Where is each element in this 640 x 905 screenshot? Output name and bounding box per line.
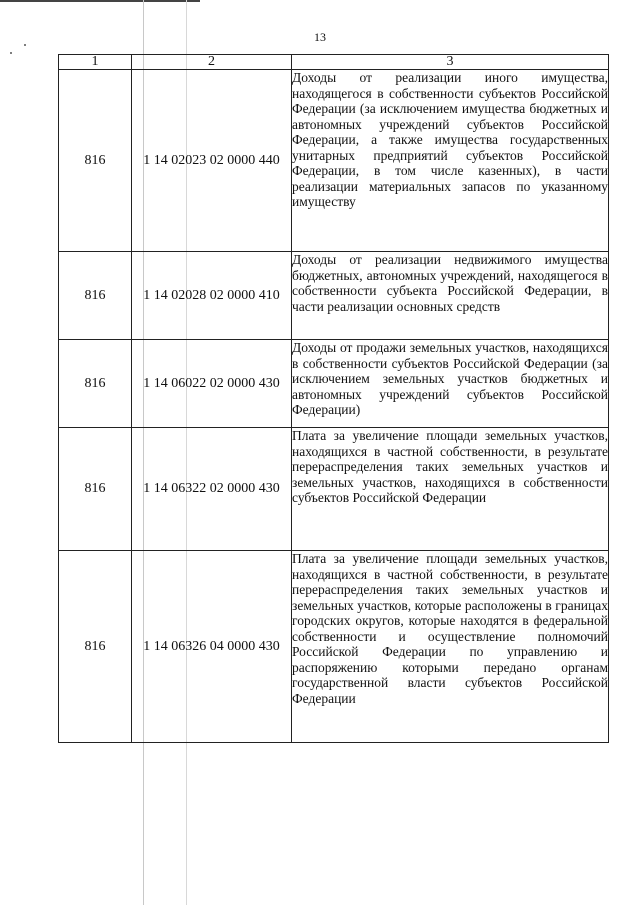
- admin-code-cell: 816: [59, 70, 132, 252]
- column-header: 2: [132, 55, 292, 70]
- budget-code-cell: 1 14 02028 02 0000 410: [132, 252, 292, 340]
- scan-edge-mark: [0, 0, 200, 2]
- description-cell: Доходы от реализации иного имущества, находящегося в собственности субъектов Российской Федерации (за исключением имущества бюджетных и автономных учреждений субъектов Российской Федерации, а также имущества государственных унитарных предприятий субъектов Российской Федерации, в том числе казенных), в части реализации материальных запасов по указанному имуществу: [292, 70, 609, 252]
- description-cell: Плата за увеличение площади земельных участков, находящихся в частной собственности, в результате перераспределения таких земельных участков и земельных участков, находящихся в собственности субъектов Российской Федерации: [292, 428, 609, 551]
- budget-code-cell: 1 14 06022 02 0000 430: [132, 340, 292, 428]
- admin-code-cell: 816: [59, 340, 132, 428]
- budget-code-cell: 1 14 06326 04 0000 430: [132, 551, 292, 743]
- table-row: [59, 252, 609, 340]
- column-header: 1: [59, 55, 132, 70]
- column-header: 3: [292, 55, 609, 70]
- description-cell: Плата за увеличение площади земельных участков, находящихся в частной собственности, в результате перераспределения таких земельных участков и земельных участков, которые расположены в границах городских округов, которые находятся в федеральной собственности и осуществление полномочий Российской Федерации по управлению и распоряжению которыми передано органам государственной власти субъектов Российской Федерации: [292, 551, 609, 743]
- admin-code-cell: 816: [59, 428, 132, 551]
- table-row: [59, 340, 609, 428]
- table-row: [59, 70, 609, 252]
- description-cell: Доходы от реализации недвижимого имущества бюджетных, автономных учреждений, находящегося в собственности субъекта Российской Федерации, в части реализации основных средств: [292, 252, 609, 340]
- revenue-classification-table: [58, 54, 609, 743]
- table-row: [59, 428, 609, 551]
- budget-code-cell: 1 14 02023 02 0000 440: [132, 70, 292, 252]
- table-row: [59, 551, 609, 743]
- budget-code-cell: 1 14 06322 02 0000 430: [132, 428, 292, 551]
- page-number: 13: [314, 30, 326, 44]
- admin-code-cell: 816: [59, 551, 132, 743]
- table-header-row: [59, 55, 609, 70]
- admin-code-cell: 816: [59, 252, 132, 340]
- description-cell: Доходы от продажи земельных участков, находящихся в собственности субъектов Российской Федерации (за исключением земельных участков бюджетных и автономных учреждений субъектов Российской Федерации): [292, 340, 609, 428]
- scan-speck: [10, 52, 12, 54]
